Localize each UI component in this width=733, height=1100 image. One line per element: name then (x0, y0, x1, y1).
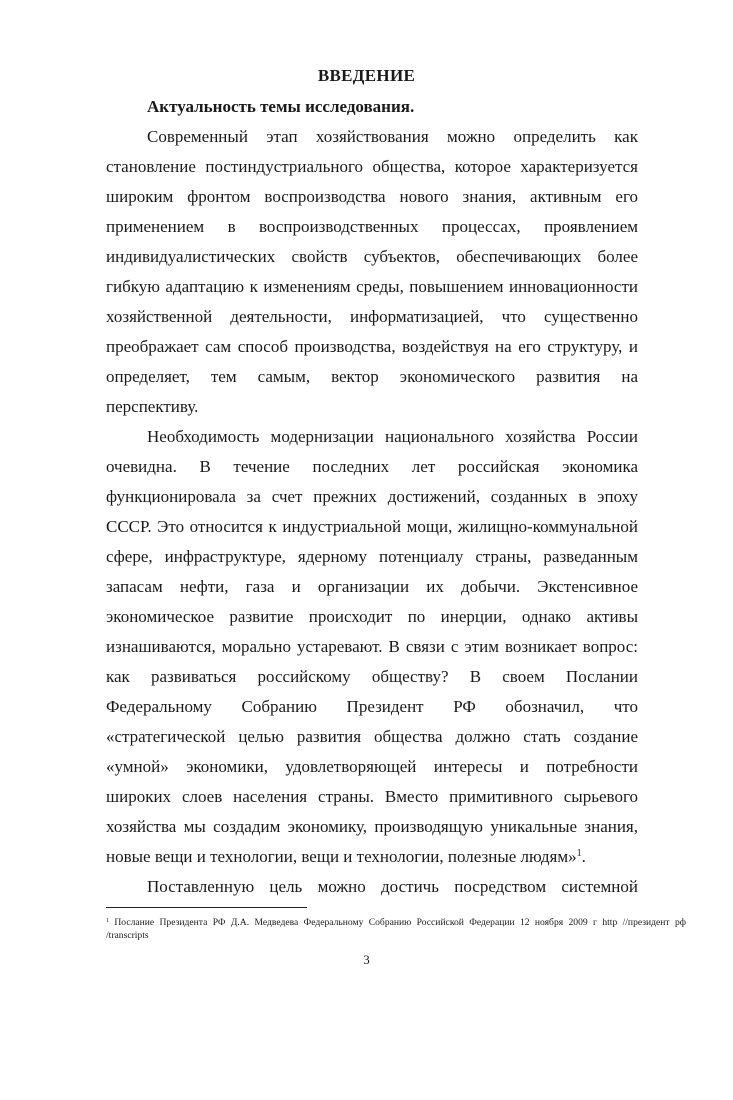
paragraph-2-line: Необходимость модернизации национального хозяйства России (147, 427, 638, 446)
section-heading: Актуальность темы исследования. (147, 97, 415, 116)
paragraph-2-line: сфере, инфраструктуре, ядерному потенциалу страны, разведанным (106, 547, 638, 566)
footnote-reference[interactable]: 1 (576, 848, 582, 859)
paragraph-2-line: «стратегической целью развития общества должно стать создание (106, 727, 638, 746)
paragraph-2-line: Федеральному Собранию Президент РФ обозначил, что (106, 697, 638, 716)
paragraph-2-line: хозяйства мы создадим экономику, производящую уникальные знания, (106, 817, 638, 836)
footnote-line-2: /transcripts (106, 930, 149, 941)
paragraph-2-line: очевидна. В течение последних лет российская экономика (106, 457, 638, 476)
paragraph-1-line: хозяйственной деятельности, информатизацией, что существенно (106, 307, 638, 326)
paragraph-1-line: преображает сам способ производства, воздействуя на его структуру, и (106, 337, 638, 356)
paragraph-1-line: перспективу. (106, 397, 199, 416)
paragraph-2-last-line (106, 847, 638, 867)
paragraph-3-line: Поставленную цель можно достичь посредством системной (147, 877, 638, 896)
footnote-separator (106, 907, 307, 908)
paragraph-2-line-text: новые вещи и технологии, вещи и технологии, полезные людям» (106, 847, 577, 866)
page-number: 3 (363, 952, 370, 967)
paragraph-1-line: применением в воспроизводственных процессах, проявлением (106, 217, 638, 236)
sentence-period: . (581, 847, 586, 866)
footnote-marker: 1 (106, 918, 109, 924)
paragraph-2-line: «умной» экономики, удовлетворяющей интересы и потребности (106, 757, 638, 776)
paragraph-2-line: функционировала за счет прежних достижений, созданных в эпоху (106, 487, 638, 506)
paragraph-2-line: СССР. Это относится к индустриальной мощи, жилищно-коммунальной (106, 517, 638, 536)
paragraph-2-line: как развиваться российскому обществу? В своем Послании (106, 667, 638, 686)
footnote-text: Послание Президента РФ Д.А. Медведева Федеральному Собранию Российской Федерации 12 ноября 2009 г http //президент рф (114, 917, 686, 928)
paragraph-2-line: широких слоев населения страны. Вместо примитивного сырьевого (106, 787, 638, 806)
paragraph-1-line: Современный этап хозяйствования можно определить как (147, 127, 638, 146)
paragraph-1-line: определяет, тем самым, вектор экономического развития на (106, 367, 638, 386)
paragraph-1-line: гибкую адаптацию к изменениям среды, повышением инновационности (106, 277, 638, 296)
paragraph-1-line: становление постиндустриального общества, которое характеризуется (106, 157, 638, 176)
page-title: ВВЕДЕНИЕ (317, 66, 416, 85)
paragraph-2-line: запасам нефти, газа и организации их добычи. Экстенсивное (106, 577, 638, 596)
paragraph-1-line: индивидуалистических свойств субъектов, обеспечивающих более (106, 247, 638, 266)
footnote-line (106, 917, 686, 929)
paragraph-1-line: широким фронтом воспроизводства нового знания, активным его (106, 187, 638, 206)
paragraph-2-line: изнашиваются, морально устаревают. В связи с этим возникает вопрос: (106, 637, 638, 656)
paragraph-2-line: экономическое развитие происходит по инерции, однако активы (106, 607, 638, 626)
